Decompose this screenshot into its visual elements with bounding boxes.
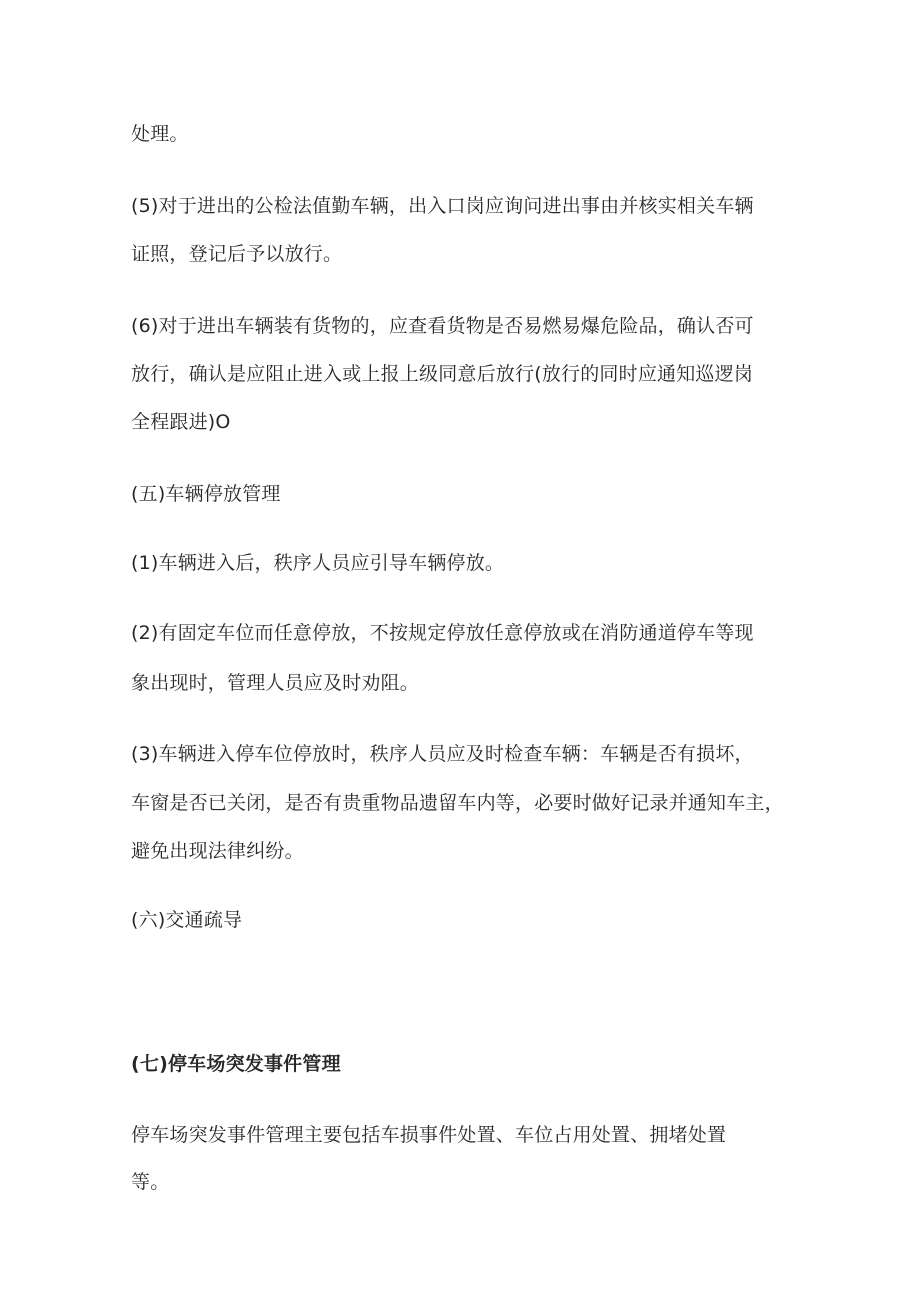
section-heading-bold: (七)停车场突发事件管理: [131, 1053, 341, 1075]
text-line: 象出现时，管理人员应及时劝阻。: [131, 672, 420, 694]
text-line: 车窗是否已关闭，是否有贵重物品遗留车内等，必要时做好记录并通知车主，: [131, 792, 784, 814]
text-line: (6)对于进出车辆装有货物的，应查看货物是否易燃易爆危险品，确认否可: [131, 315, 754, 337]
section-heading: (五)车辆停放管理: [131, 483, 281, 505]
text-line: 处理。: [131, 123, 189, 145]
text-line: (5)对于进出的公检法值勤车辆，出入口岗应询问进出事由并核实相关车辆: [131, 195, 754, 217]
text-line: 全程跟进)O: [131, 411, 231, 433]
text-line: (2)有固定车位而任意停放，不按规定停放任意停放或在消防通道停车等现: [131, 622, 754, 644]
text-line: 等。: [131, 1171, 170, 1193]
text-line: 证照，登记后予以放行。: [131, 243, 343, 265]
text-line: (3)车辆进入停车位停放时，秩序人员应及时检查车辆：车辆是否有损坏，: [131, 743, 754, 765]
text-line: 停车场突发事件管理主要包括车损事件处置、车位占用处置、拥堵处置: [131, 1124, 727, 1146]
text-line: 放行，确认是应阻止进入或上报上级同意后放行(放行的同时应通知巡逻岗: [131, 363, 754, 385]
text-line: 避免出现法律纠纷。: [131, 840, 304, 862]
text-line: (1)车辆进入后，秩序人员应引导车辆停放。: [131, 552, 505, 574]
section-heading: (六)交通疏导: [131, 909, 243, 931]
